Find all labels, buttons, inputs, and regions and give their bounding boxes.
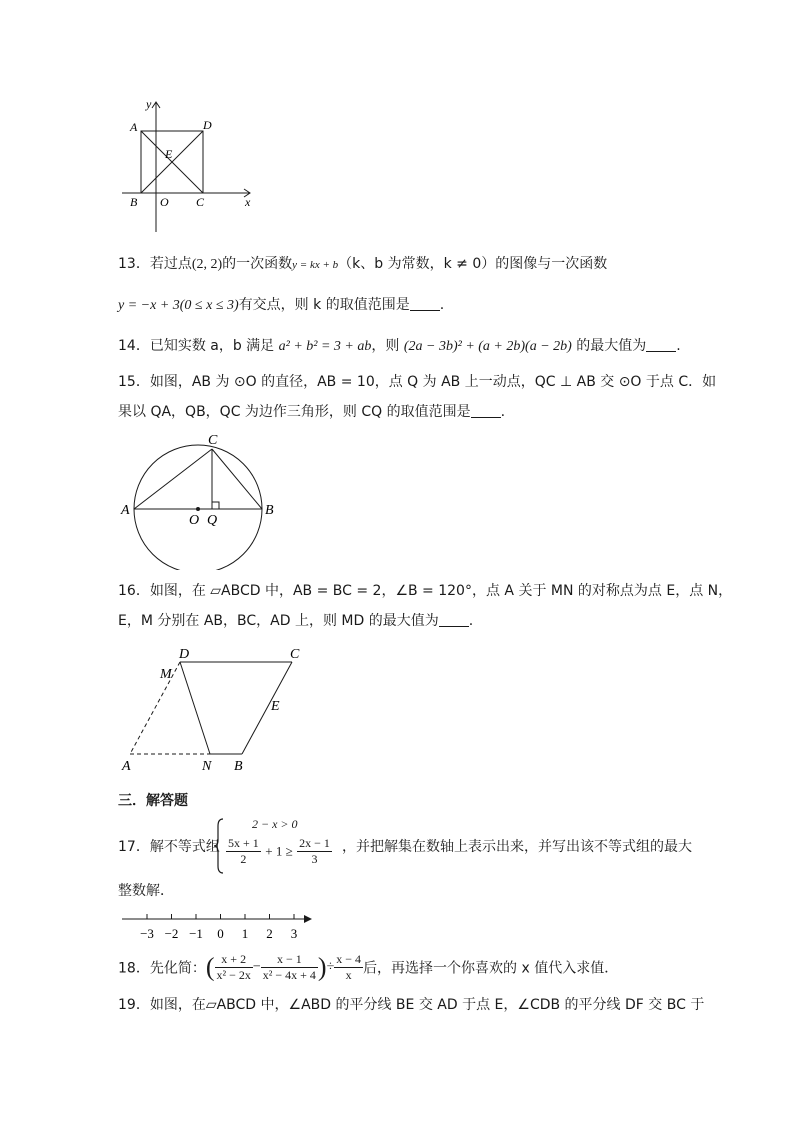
figure-circle bbox=[118, 430, 288, 570]
q15-line2 bbox=[118, 402, 505, 422]
q18-c-den: x bbox=[345, 968, 352, 982]
number-line-tick-label: 0 bbox=[217, 926, 224, 941]
q13-text-c: （k、b 为常数，k ≠ 0）的图像与一次函数 bbox=[338, 256, 608, 272]
q16-answer-blank[interactable] bbox=[439, 612, 469, 627]
q14-period: . bbox=[676, 338, 681, 354]
q15-answer-blank[interactable] bbox=[471, 403, 501, 418]
q18-fraction-c bbox=[334, 952, 363, 983]
label-C: C bbox=[208, 433, 218, 448]
q17-fraction-1 bbox=[226, 836, 261, 867]
q17-inequality-2 bbox=[226, 836, 332, 867]
q14-text-c: 的最大值为 bbox=[571, 338, 647, 354]
q17-prefix: 17．解不等式组 bbox=[118, 839, 220, 855]
q18-paren-open: ( bbox=[205, 952, 215, 982]
q13-text-a: 13．若过点 bbox=[118, 256, 192, 272]
number-line bbox=[118, 908, 318, 942]
label-E: E bbox=[165, 147, 173, 161]
number-line-tick-label: 3 bbox=[290, 926, 298, 941]
label-N: N bbox=[202, 759, 212, 774]
label-B: B bbox=[265, 503, 274, 518]
q14-equation: a² + b² = 3 + ab bbox=[278, 339, 372, 354]
q16-line1: 16．如图，在 ▱ABCD 中，AB = BC = 2，∠B = 120°，点 A 关于 MN 的对称点为点 E，点 N， bbox=[118, 583, 733, 599]
figure-parallelogram bbox=[118, 642, 318, 777]
number-line-tick-label: 2 bbox=[266, 926, 273, 941]
label-E: E bbox=[271, 699, 280, 714]
q18-a-den: x² − 2x bbox=[216, 968, 251, 982]
q13-text-b: 的一次函数 bbox=[222, 256, 293, 272]
q13-point: (2, 2) bbox=[191, 257, 223, 272]
q14-text-a: 14．已知实数 a，b 满足 bbox=[118, 338, 279, 354]
q16-period: . bbox=[468, 613, 474, 629]
q18-b-num: x − 1 bbox=[261, 952, 318, 968]
q18-paren-close: ) bbox=[317, 952, 327, 982]
q18-suffix: 后，再选择一个你喜欢的 x 值代入求值． bbox=[363, 960, 619, 977]
label-A: A bbox=[122, 759, 131, 774]
label-B: B bbox=[234, 759, 243, 774]
q14-line bbox=[118, 336, 681, 357]
label-x: x bbox=[245, 195, 251, 209]
q17-inequality-1: 2 − x > 0 bbox=[252, 817, 298, 831]
label-D: D bbox=[203, 118, 212, 132]
center-point bbox=[196, 507, 200, 511]
label-D: D bbox=[179, 647, 190, 662]
q13-function: y = kx + b bbox=[292, 259, 339, 271]
q13-linear-function: y = −x + 3(0 ≤ x ≤ 3) bbox=[118, 298, 239, 313]
label-C: C bbox=[290, 647, 300, 662]
q18-minus: − bbox=[252, 959, 261, 975]
q14-expression: (2a − 3b)² + (a + 2b)(a − 2b) bbox=[403, 339, 572, 354]
label-O: O bbox=[160, 195, 169, 209]
q17-f2-num: 2x − 1 bbox=[299, 836, 330, 850]
q13-answer-blank[interactable] bbox=[410, 296, 440, 311]
q13-text-d: 有交点，则 k 的取值范围是 bbox=[238, 297, 410, 313]
q17-brace bbox=[214, 818, 224, 874]
q14-text-b: ，则 bbox=[371, 338, 404, 354]
q15-text: 果以 QA，QB，QC 为边作三角形，则 CQ 的取值范围是 bbox=[118, 404, 471, 420]
q18-c-num: x − 4 bbox=[336, 952, 362, 966]
number-line-tick-label: −1 bbox=[189, 926, 203, 941]
number-line-tick-label: −2 bbox=[164, 926, 179, 941]
label-B: B bbox=[130, 195, 138, 209]
q18-b-den: x² − 4x + 4 bbox=[262, 968, 316, 982]
segment-ac bbox=[134, 449, 212, 509]
q13-period: . bbox=[439, 297, 445, 313]
right-angle-mark bbox=[212, 502, 219, 509]
q18-line bbox=[118, 952, 618, 988]
number-line-tick-label: 1 bbox=[241, 926, 249, 941]
q17-f2-den: 3 bbox=[311, 852, 318, 866]
label-A: A bbox=[130, 120, 138, 134]
label-y: y bbox=[146, 97, 152, 111]
q15-line1: 15．如图，AB 为 ⊙O 的直径，AB = 10，点 Q 为 AB 上一动点，QC ⊥ AB 交 ⊙O 于点 C．如 bbox=[118, 374, 717, 390]
q17-f1-num: 5x + 1 bbox=[228, 836, 259, 850]
q17-plus-one: + 1 ≥ bbox=[265, 843, 293, 859]
q18-fraction-a bbox=[215, 952, 253, 983]
figure-square-coordinate bbox=[118, 96, 268, 238]
dashed-ma bbox=[130, 662, 180, 754]
q19-line1: 19．如图，在▱ABCD 中，∠ABD 的平分线 BE 交 AD 于点 E，∠CDB 的平分线 DF 交 BC 于 bbox=[118, 997, 705, 1013]
number-line-arrow bbox=[304, 915, 312, 923]
q18-divide: ÷ bbox=[326, 959, 335, 975]
label-Q: Q bbox=[207, 513, 218, 528]
number-line-tick-label: −3 bbox=[140, 926, 154, 941]
label-M: M bbox=[160, 667, 172, 682]
side-cb bbox=[242, 662, 292, 754]
q18-a-num: x + 2 bbox=[215, 952, 253, 968]
q13-line2 bbox=[118, 295, 444, 316]
q18-prefix: 18．先化简： bbox=[118, 960, 206, 977]
q18-fraction-b bbox=[261, 952, 318, 983]
q17-fraction-2 bbox=[297, 836, 332, 867]
q13-line1 bbox=[118, 254, 607, 275]
side-nm bbox=[180, 662, 210, 754]
q16-line2 bbox=[118, 611, 473, 631]
label-O: O bbox=[189, 513, 200, 528]
q16-text: E，M 分别在 AB，BC，AD 上，则 MD 的最大值为 bbox=[118, 613, 439, 629]
q15-period: . bbox=[500, 404, 506, 420]
q17-line2: 整数解． bbox=[118, 883, 174, 899]
section-heading: 三．解答题 bbox=[118, 793, 188, 809]
label-A: A bbox=[121, 503, 130, 518]
q17-suffix: ，并把解集在数轴上表示出来，并写出该不等式组的最大 bbox=[342, 839, 692, 855]
q14-answer-blank[interactable] bbox=[646, 337, 676, 352]
q17-f1-den: 2 bbox=[240, 852, 247, 866]
label-C: C bbox=[196, 195, 205, 209]
